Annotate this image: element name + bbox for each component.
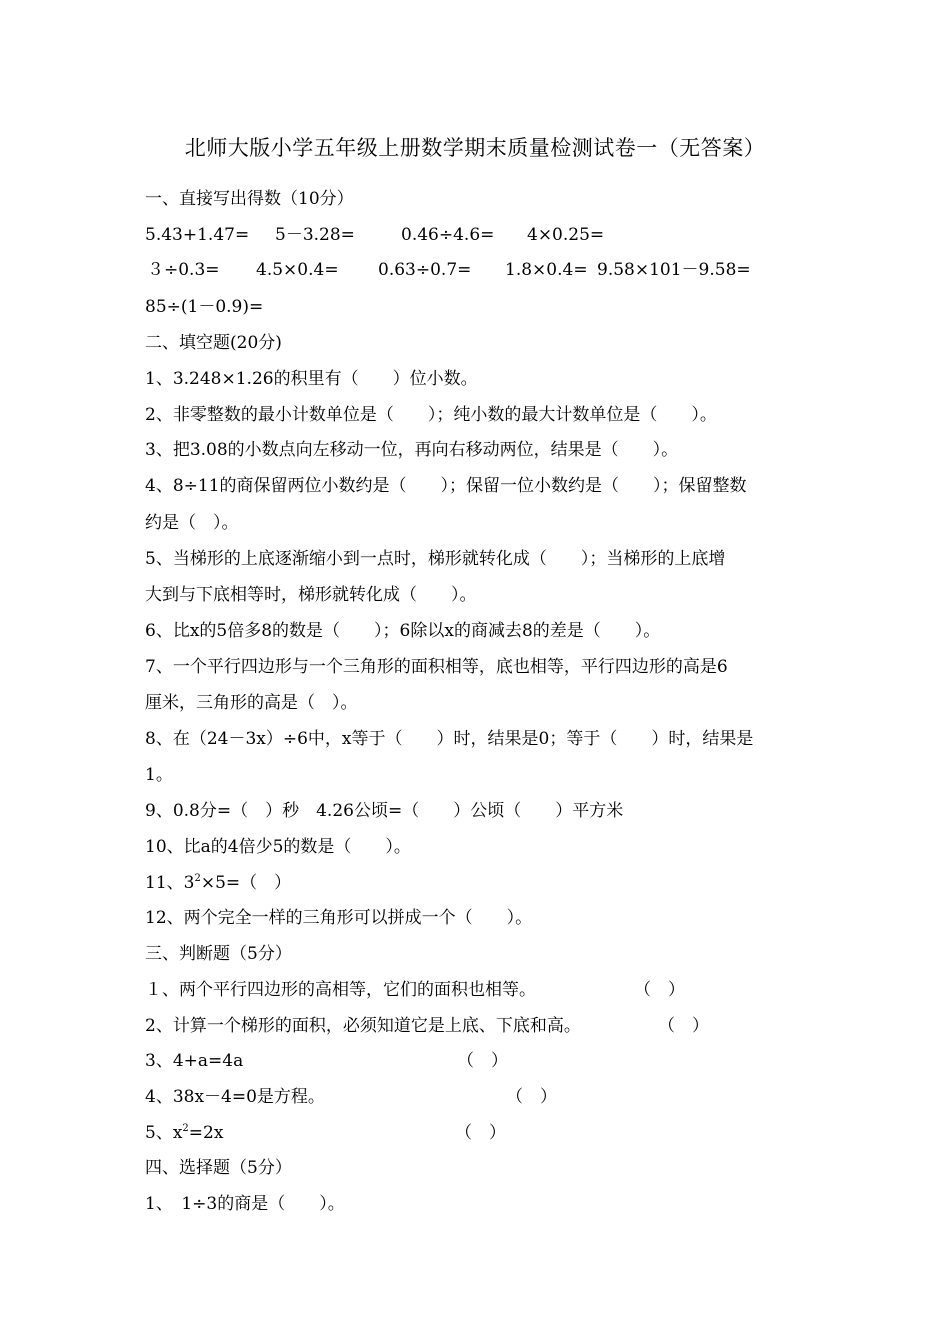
question: 3、把3.08的小数点向左移动一位，再向右移动两位，结果是（ ）。 [145, 440, 679, 460]
calc-item: 1.8×0.4= [505, 260, 588, 280]
exponent: 2 [182, 1123, 189, 1134]
question: 4、8÷11的商保留两位小数约是（ ）；保留一位小数约是（ ）；保留整数 [145, 476, 747, 496]
question: 1、 1÷3的商是（ ）。 [145, 1194, 345, 1214]
section-heading: 二、填空题(20分) [145, 333, 282, 353]
section-heading: 三、判断题（5分） [145, 944, 292, 964]
judge-item: 3、4+a=4a [145, 1051, 244, 1071]
calc-item: ３÷0.3= [147, 260, 220, 280]
question: 6、比x的5倍多8的数是（ ）；6除以x的商减去8的差是（ ）。 [145, 621, 661, 641]
judge-mark: （ ） [455, 1123, 506, 1143]
calc-item: 5－3.28= [275, 225, 355, 245]
question: 12、两个完全一样的三角形可以拼成一个（ ）。 [145, 908, 533, 928]
calc-item: 9.58×101－9.58= [597, 260, 751, 280]
judge-item [145, 1122, 223, 1144]
judge-text: 5、x [145, 1123, 183, 1143]
page-title: 北师大版小学五年级上册数学期末质量检测试卷一（无答案） [184, 136, 766, 160]
judge-mark: （ ） [506, 1087, 557, 1107]
section-heading: 四、选择题（5分） [145, 1158, 292, 1178]
calc-item: 0.46÷4.6= [401, 225, 495, 245]
calc-item: 5.43+1.47= [145, 225, 250, 245]
judge-item: １、两个平行四边形的高相等，它们的面积也相等。 [145, 980, 536, 1000]
question: 9、0.8分=（ ）秒 4.26公顷=（ ）公顷（ ）平方米 [145, 801, 624, 821]
question: 5、当梯形的上底逐渐缩小到一点时，梯形就转化成（ ）；当梯形的上底增 [145, 549, 726, 569]
question-continued: 厘米，三角形的高是（ ）。 [145, 693, 358, 713]
calc-item: 4×0.25= [527, 225, 605, 245]
judge-text: =2x [188, 1123, 224, 1143]
question-text: ×5=（ ） [200, 873, 292, 893]
question-continued: 大到与下底相等时，梯形就转化成（ ）。 [145, 585, 477, 605]
judge-mark: （ ） [457, 1051, 508, 1071]
calc-item: 4.5×0.4= [256, 260, 339, 280]
section-heading: 一、直接写出得数（10分） [145, 189, 354, 209]
question-text: 11、3 [145, 873, 195, 893]
question [145, 872, 291, 894]
question-continued: 1。 [145, 765, 173, 785]
question-continued: 约是（ ）。 [145, 513, 239, 533]
question: 1、3.248×1.26的积里有（ ）位小数。 [145, 369, 478, 389]
exponent: 2 [194, 873, 201, 884]
question: 2、非零整数的最小计数单位是（ ）；纯小数的最大计数单位是（ ）。 [145, 405, 717, 425]
calc-item: 0.63÷0.7= [378, 260, 472, 280]
judge-mark: （ ） [658, 1016, 709, 1036]
question: 7、一个平行四边形与一个三角形的面积相等，底也相等，平行四边形的高是6 [145, 657, 728, 677]
question: 10、比a的4倍少5的数是（ ）。 [145, 837, 411, 857]
calc-item: 85÷(1－0.9)= [145, 297, 264, 317]
judge-item: 4、38x－4=0是方程。 [145, 1087, 325, 1107]
question: 8、在（24－3x）÷6中，x等于（ ）时，结果是0；等于（ ）时，结果是 [145, 729, 754, 749]
judge-mark: （ ） [634, 980, 685, 1000]
judge-item: 2、计算一个梯形的面积，必须知道它是上底、下底和高。 [145, 1016, 581, 1036]
